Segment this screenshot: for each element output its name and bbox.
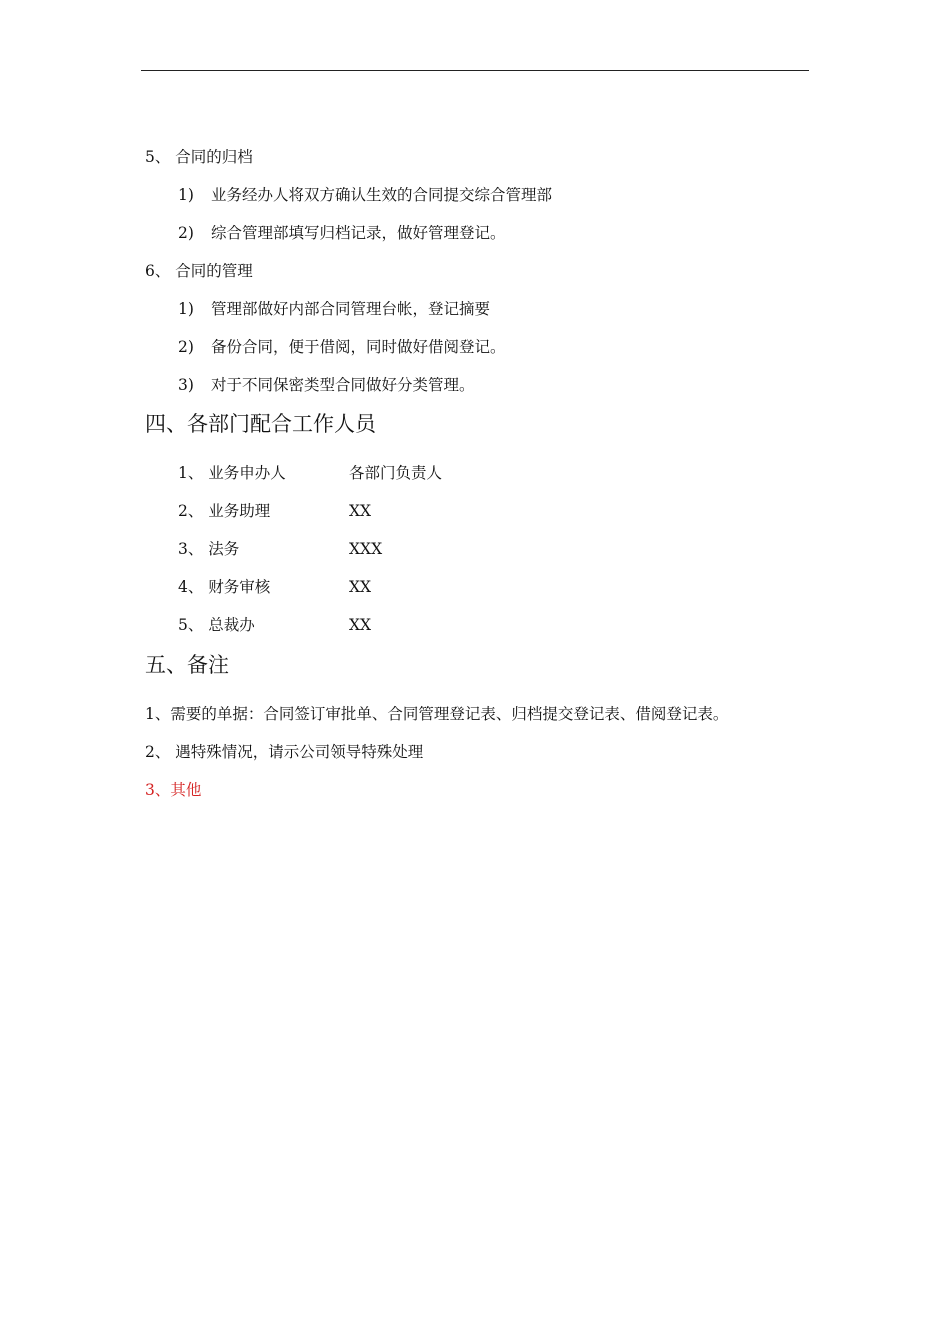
note-3: 3、其他 [145, 781, 202, 799]
header-rule [141, 70, 809, 71]
section-6-title: 6、 合同的管理 [145, 262, 253, 280]
item-text: 综合管理部填写归档记录，做好管理登记。 [211, 224, 506, 242]
item-text: 管理部做好内部合同管理台帐，登记摘要 [211, 300, 491, 318]
note-1: 1、需要的单据：合同签订审批单、合同管理登记表、归档提交登记表、借阅登记表。 [145, 705, 729, 723]
item-number: 1) [178, 186, 194, 204]
staff-role-5: 5、 总裁办 [178, 616, 255, 634]
item-text: 对于不同保密类型合同做好分类管理。 [211, 376, 475, 394]
section-6-item-2 [178, 337, 506, 357]
item-number: 3) [178, 376, 194, 394]
staff-person-1: 各部门负责人 [349, 464, 443, 482]
staff-person-3: XXX [349, 540, 383, 558]
staff-person-2: XX [349, 502, 372, 520]
item-number: 2) [178, 338, 194, 356]
item-text: 备份合同，便于借阅，同时做好借阅登记。 [211, 338, 506, 356]
section-5-item-2 [178, 223, 506, 243]
staff-person-5: XX [349, 616, 372, 634]
staff-role-2: 2、 业务助理 [178, 502, 271, 520]
item-text: 业务经办人将双方确认生效的合同提交综合管理部 [211, 186, 553, 204]
section-5-item-1 [178, 185, 552, 205]
note-2: 2、 遇特殊情况，请示公司领导特殊处理 [145, 743, 424, 761]
chapter-5-heading: 五、备注 [145, 653, 229, 677]
staff-role-4: 4、 财务审核 [178, 578, 271, 596]
item-number: 1) [178, 300, 194, 318]
staff-role-1: 1、 业务申办人 [178, 464, 286, 482]
chapter-4-heading: 四、各部门配合工作人员 [145, 412, 376, 436]
staff-person-4: XX [349, 578, 372, 596]
section-6-item-1 [178, 299, 490, 319]
item-number: 2) [178, 224, 194, 242]
section-5-title: 5、 合同的归档 [145, 148, 253, 166]
staff-role-3: 3、 法务 [178, 540, 240, 558]
section-6-item-3 [178, 375, 475, 395]
